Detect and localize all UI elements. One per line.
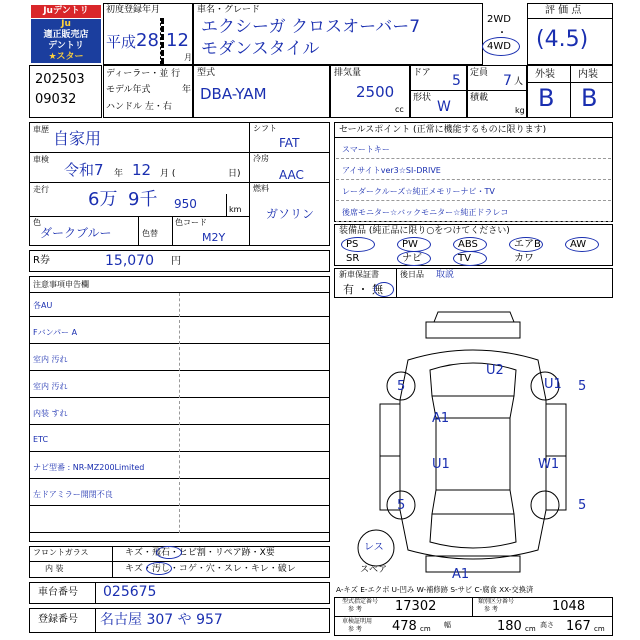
mark-a1-rear: A1 — [452, 567, 470, 582]
chassis-divider — [95, 582, 96, 604]
inspection-label: 車検 — [33, 155, 49, 164]
condition-divider — [29, 561, 330, 562]
inspection-month: 12 — [132, 161, 152, 179]
capacity-value: 7 — [503, 73, 512, 89]
inspection-day-unit: 日) — [228, 169, 241, 179]
inspection-month-unit: 月 ( — [160, 169, 176, 179]
equipment-item: AW — [570, 239, 587, 250]
note-row — [29, 320, 330, 344]
recycle-label: R券 — [33, 255, 50, 266]
interior-cond-label: 内 装 — [45, 564, 64, 573]
load-label: 積載 — [470, 93, 489, 103]
warranty-label: 新車保証書 — [339, 270, 379, 279]
ext-int-hdivider — [527, 82, 613, 83]
front-glass-label: フロントガラス — [33, 548, 89, 557]
equipment-circle — [565, 237, 599, 252]
first-reg-label: 初度登録年月 — [106, 5, 161, 15]
rear-bumper-outline — [426, 556, 520, 572]
shape-label: 形状 — [413, 93, 432, 103]
note-row — [29, 428, 330, 452]
note-text: 各AU — [33, 301, 53, 310]
note-row — [29, 374, 330, 398]
selling-points-label: セールスポイント (正常に機能するものに限ります) — [339, 125, 547, 135]
roof-outline — [436, 418, 510, 490]
rating-value: (4.5) — [536, 27, 589, 52]
left-side-outline — [380, 404, 400, 510]
recycle-value: 15,070 — [105, 253, 154, 269]
car-name: エクシーガ クロスオーバー7 — [201, 17, 421, 37]
note-row-split — [179, 293, 180, 317]
model-spec-value: 17302 — [395, 599, 437, 614]
spec-col-divider — [249, 122, 250, 246]
damage-legend: A-キズ E-エクボ U-凹み W-補修跡 S-サビ C-腐食 XX-交換済 — [336, 585, 534, 594]
car-name-label: 車名・グレード — [197, 5, 261, 15]
interior-cond-value: キズ・汚し・コゲ・穴・スレ・キレ・破レ — [125, 564, 296, 574]
length-sub: 参 考 — [348, 626, 362, 633]
front-outline — [434, 312, 514, 322]
displacement-value: 2500 — [356, 83, 395, 101]
note-row — [29, 401, 330, 425]
first-reg-month-unit: 月 — [184, 53, 192, 62]
note-row — [29, 509, 330, 533]
handle-label: ハンドル 左・右 — [106, 102, 172, 112]
color-code-label: 色コード — [175, 218, 207, 227]
note-row-split — [179, 401, 180, 425]
note-row — [29, 347, 330, 371]
model-label: 型式 — [197, 68, 216, 78]
fuel-label: 燃料 — [253, 184, 269, 193]
first-reg-year: 28 — [136, 30, 159, 51]
selling-point-row — [336, 159, 611, 180]
equipment-item: SR — [346, 253, 360, 264]
displacement-label: 排気量 — [334, 68, 362, 78]
chassis-label: 車台番号 — [38, 587, 78, 598]
selling-point-row — [336, 180, 611, 201]
mileage-label: 走行 — [33, 185, 49, 194]
class-value: 1048 — [552, 599, 586, 614]
inspection-year-unit: 年 — [114, 169, 124, 179]
capacity-unit: 人 — [514, 77, 524, 87]
ext-int-divider — [570, 65, 571, 118]
logo-badge — [31, 19, 101, 63]
shape-value: W — [437, 99, 451, 115]
mark-wheel-rl: 5 — [397, 498, 406, 513]
mark-a1-left: A1 — [432, 411, 450, 426]
mark-wheel-fl: 5 — [397, 379, 406, 394]
class-sub: 参 考 — [484, 606, 498, 613]
registration-divider — [95, 608, 96, 633]
dimensions-col-divider — [472, 597, 473, 616]
note-text: 室内 汚れ — [33, 382, 68, 391]
mark-u2: U2 — [486, 363, 504, 378]
rating-label: 評 価 点 — [545, 5, 582, 16]
spec-divider-3 — [29, 216, 249, 217]
mileage-man: 6万 — [88, 189, 118, 210]
notes-label: 注意事項申告欄 — [33, 280, 89, 289]
equipment-circle — [509, 237, 543, 252]
warranty-divider — [396, 268, 397, 298]
mark-u1-left: U1 — [432, 457, 450, 472]
logo-line1: Juデントリ — [31, 5, 101, 18]
equipment-item: PW — [402, 239, 418, 250]
model-code: DBA-YAM — [200, 85, 267, 103]
note-row-split — [179, 428, 180, 452]
color-value: ダークブルー — [40, 226, 112, 240]
first-reg-divider — [160, 18, 164, 64]
model-spec-sub: 参 考 — [348, 606, 362, 613]
length-label: 車検証明用 — [342, 618, 373, 625]
color-code-divider — [172, 216, 173, 246]
spec-divider-1 — [29, 152, 330, 153]
model-spec-label: 型式指定番号 — [342, 598, 379, 605]
selling-point-text: アイサイトver3☆SI-DRIVE — [342, 166, 441, 175]
interior-label: 内装 — [578, 69, 598, 80]
height-label: 高さ — [540, 621, 554, 629]
note-row-split — [179, 347, 180, 371]
front-glass-value: キズ・飛石・ヒビ割・リペア跡・X要 — [125, 548, 275, 558]
warranty-circle — [374, 282, 394, 297]
exterior-label: 外装 — [535, 69, 555, 80]
selling-point-row — [336, 201, 611, 222]
equipment-item: TV — [458, 253, 471, 264]
mark-wheel-fr: 5 — [578, 379, 587, 394]
shift-value: FAT — [279, 136, 300, 150]
color-divider — [138, 216, 139, 246]
rating-divider — [527, 18, 613, 19]
model-year-label: モデル年式 — [106, 85, 151, 95]
equipment-label: 装備品 (純正品に限り○をつけてください) — [339, 226, 510, 236]
equipment-item: エアB — [514, 239, 541, 250]
mileage-unit: km — [229, 205, 242, 214]
length-value: 478 — [392, 619, 417, 634]
note-row — [29, 482, 330, 506]
note-row-split — [179, 482, 180, 506]
first-reg-month: 12 — [166, 30, 189, 51]
height-unit: cm — [594, 625, 605, 633]
ac-value: AAC — [279, 168, 304, 182]
equipment-circle — [397, 251, 431, 266]
mark-w1: W1 — [538, 457, 560, 472]
spec-divider-2 — [29, 182, 330, 183]
lot-line1: 202503 — [35, 72, 85, 87]
spare-mark: レス — [364, 542, 384, 553]
color-change-label: 色替 — [142, 229, 158, 238]
first-reg-era: 平成 — [106, 33, 137, 51]
trunk-outline — [430, 514, 516, 548]
dealer-import-label: ディーラー・並 行 — [106, 69, 181, 79]
drive-4wd-circle — [482, 37, 520, 56]
note-text: Fバンパー A — [33, 328, 78, 337]
capacity-label: 定員 — [470, 68, 489, 78]
mileage-divider — [226, 194, 227, 216]
selling-point-row — [336, 138, 611, 159]
logo-line2: Ju — [61, 19, 71, 29]
logo-line4: デントリ — [48, 41, 84, 51]
front-bumper-outline — [426, 322, 520, 338]
length-unit: cm — [420, 625, 431, 633]
logo-line3: 適正販売店 — [43, 30, 89, 40]
selling-point-text: レーダークルーズ☆純正メモリーナビ・TV — [342, 187, 495, 196]
usage-label: 車歴 — [33, 125, 49, 134]
note-text: 左ドアミラー開閉不良 — [33, 490, 113, 499]
equipment-item: ABS — [458, 239, 478, 250]
note-row — [29, 293, 330, 317]
mileage-sen: 9千 — [128, 189, 158, 210]
mark-wheel-rr: 5 — [578, 498, 587, 513]
equipment-item: PS — [346, 239, 359, 250]
logo-line5: ★スター — [48, 52, 84, 62]
shift-label: シフト — [253, 124, 277, 133]
usage-value: 自家用 — [53, 129, 102, 148]
inspection-era-year: 令和7 — [64, 161, 104, 179]
note-text: 内装 すれ — [33, 409, 68, 418]
mark-u1-right: U1 — [544, 377, 562, 392]
equipment-item: ナビ — [402, 253, 422, 264]
note-row-split — [179, 509, 180, 533]
equipment-circle — [453, 251, 487, 266]
selling-point-text: 後席モニター☆バックモニター☆純正ドラレコ — [342, 208, 509, 217]
drive-2wd: 2WD — [487, 14, 511, 25]
width-value: 180 — [497, 619, 522, 634]
note-text: ETC — [33, 435, 49, 444]
car-diagram — [334, 300, 613, 584]
doors-value: 5 — [452, 73, 461, 89]
fuel-value: ガソリン — [266, 207, 315, 221]
after-label: 後日品 — [400, 270, 424, 279]
color-code-value: M2Y — [202, 231, 226, 244]
drive-dot: ・ — [497, 28, 507, 39]
interior-cond-circle — [146, 562, 172, 575]
note-row — [29, 455, 330, 479]
height-value: 167 — [566, 619, 591, 634]
after-value: 取説 — [436, 270, 455, 280]
ac-label: 冷房 — [253, 154, 269, 163]
condition-col-divider — [112, 546, 113, 578]
displacement-unit: cc — [395, 105, 404, 114]
note-row-split — [179, 320, 180, 344]
mileage-rest: 950 — [174, 197, 197, 211]
equipment-circle — [397, 237, 431, 252]
equipment-circle — [453, 237, 487, 252]
equipment-item: カワ — [514, 253, 534, 264]
body-outline — [400, 350, 546, 559]
recycle-unit: 円 — [171, 256, 181, 267]
registration-label: 登録番号 — [38, 614, 78, 625]
rear-window-outline — [432, 490, 514, 514]
spare-caption: スペア — [360, 565, 388, 575]
load-unit: kg — [515, 106, 525, 115]
width-label: 幅 — [444, 621, 451, 629]
equipment-circle — [341, 237, 375, 252]
lot-line2: 09032 — [35, 92, 77, 107]
note-row-split — [179, 374, 180, 398]
front-glass-circle — [156, 546, 182, 559]
note-row-split — [179, 455, 180, 479]
model-year-unit: 年 — [182, 85, 192, 95]
doors-label: ドア — [413, 68, 431, 78]
selling-point-text: スマートキー — [342, 145, 390, 154]
registration-value: 名古屋 307 や 957 — [100, 612, 223, 628]
color-label: 色 — [33, 218, 41, 227]
logo — [29, 3, 102, 65]
note-text: 室内 汚れ — [33, 355, 68, 364]
drive-4wd: 4WD — [487, 41, 511, 52]
class-label: 類別区分番号 — [478, 598, 515, 605]
warranty-value: 有 ・ 無 — [343, 283, 383, 296]
dimensions-divider — [334, 616, 613, 617]
width-unit: cm — [525, 625, 536, 633]
interior-grade: B — [581, 84, 598, 112]
exterior-grade: B — [538, 84, 555, 112]
note-text: ナビ型番 : NR-MZ200Limited — [33, 463, 145, 472]
car-grade: モダンスタイル — [201, 39, 320, 59]
chassis-value: 025675 — [103, 584, 157, 600]
